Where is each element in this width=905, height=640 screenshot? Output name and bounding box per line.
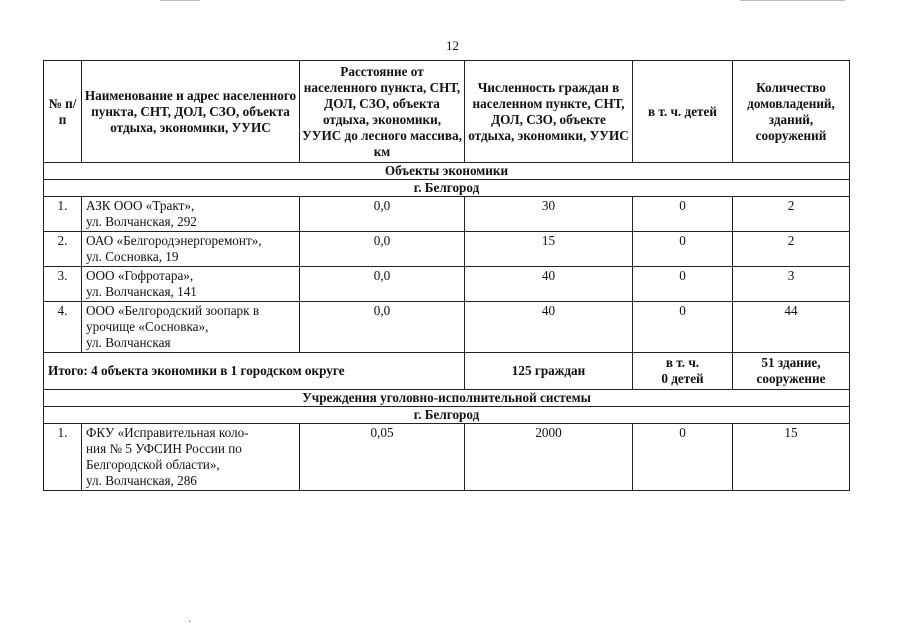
row-population: 40 bbox=[465, 267, 633, 302]
city-row bbox=[44, 407, 850, 424]
row-name: АЗК ООО «Тракт», ул. Волчанская, 292 bbox=[82, 197, 300, 232]
row-number: 1. bbox=[44, 424, 82, 491]
table-row bbox=[44, 232, 850, 267]
section-title: Объекты экономики bbox=[44, 163, 850, 180]
row-population: 30 bbox=[465, 197, 633, 232]
row-distance: 0,0 bbox=[300, 302, 465, 353]
city-name: г. Белгород bbox=[44, 180, 850, 197]
row-children: 0 bbox=[633, 424, 733, 491]
page-number: 12 bbox=[446, 38, 459, 53]
header-children: в т. ч. детей bbox=[633, 61, 733, 163]
row-buildings: 2 bbox=[733, 232, 850, 267]
row-name: ОАО «Белгородэнергоремонт», ул. Сосновка, 19 bbox=[82, 232, 300, 267]
section-title: Учреждения уголовно-исполнительной системы bbox=[44, 390, 850, 407]
city-row bbox=[44, 180, 850, 197]
table-row bbox=[44, 302, 850, 353]
total-label: Итого: 4 объекта экономики в 1 городском округе bbox=[44, 353, 465, 390]
row-buildings: 44 bbox=[733, 302, 850, 353]
header-buildings: Количество домовладений, зданий, сооружений bbox=[733, 61, 850, 163]
top-rule-right bbox=[740, 0, 845, 1]
table-row bbox=[44, 424, 850, 491]
row-buildings: 2 bbox=[733, 197, 850, 232]
row-children: 0 bbox=[633, 302, 733, 353]
row-population: 2000 bbox=[465, 424, 633, 491]
table-row bbox=[44, 267, 850, 302]
header-num: № п/п bbox=[44, 61, 82, 163]
row-name: ООО «Гофротара», ул. Волчанская, 141 bbox=[82, 267, 300, 302]
header-distance: Расстояние от населенного пункта, СНТ, ДОЛ, СЗО, объекта отдыха, экономики, УУИС до лесного массива, км bbox=[300, 61, 465, 163]
row-name: ООО «Белгородский зоопарк в урочище «Сосновка», ул. Волчанская bbox=[82, 302, 300, 353]
table-row bbox=[44, 197, 850, 232]
total-population: 125 граждан bbox=[465, 353, 633, 390]
row-number: 3. bbox=[44, 267, 82, 302]
row-population: 15 bbox=[465, 232, 633, 267]
section-title-row bbox=[44, 390, 850, 407]
total-row bbox=[44, 353, 850, 390]
header-population: Численность граждан в населенном пункте, СНТ, ДОЛ, СЗО, объекте отдыха, экономики, УУИС bbox=[465, 61, 633, 163]
header-row bbox=[44, 61, 850, 163]
row-children: 0 bbox=[633, 232, 733, 267]
row-children: 0 bbox=[633, 197, 733, 232]
row-buildings: 3 bbox=[733, 267, 850, 302]
row-distance: 0,0 bbox=[300, 232, 465, 267]
row-name: ФКУ «Исправительная коло- ния № 5 УФСИН России по Белгородской области», ул. Волчанская, 286 bbox=[82, 424, 300, 491]
row-children: 0 bbox=[633, 267, 733, 302]
scan-speck: · bbox=[188, 617, 192, 628]
top-rule-left bbox=[160, 0, 200, 1]
forest-proximity-table bbox=[43, 60, 850, 491]
row-buildings: 15 bbox=[733, 424, 850, 491]
row-distance: 0,0 bbox=[300, 197, 465, 232]
city-name: г. Белгород bbox=[44, 407, 850, 424]
row-number: 2. bbox=[44, 232, 82, 267]
row-distance: 0,0 bbox=[300, 267, 465, 302]
total-buildings: 51 здание, сооружение bbox=[733, 353, 850, 390]
row-number: 1. bbox=[44, 197, 82, 232]
section-title-row bbox=[44, 163, 850, 180]
row-number: 4. bbox=[44, 302, 82, 353]
header-name: Наименование и адрес населенного пункта, СНТ, ДОЛ, СЗО, объекта отдыха, экономики, УУИС bbox=[82, 61, 300, 163]
total-children: в т. ч. 0 детей bbox=[633, 353, 733, 390]
row-population: 40 bbox=[465, 302, 633, 353]
row-distance: 0,05 bbox=[300, 424, 465, 491]
